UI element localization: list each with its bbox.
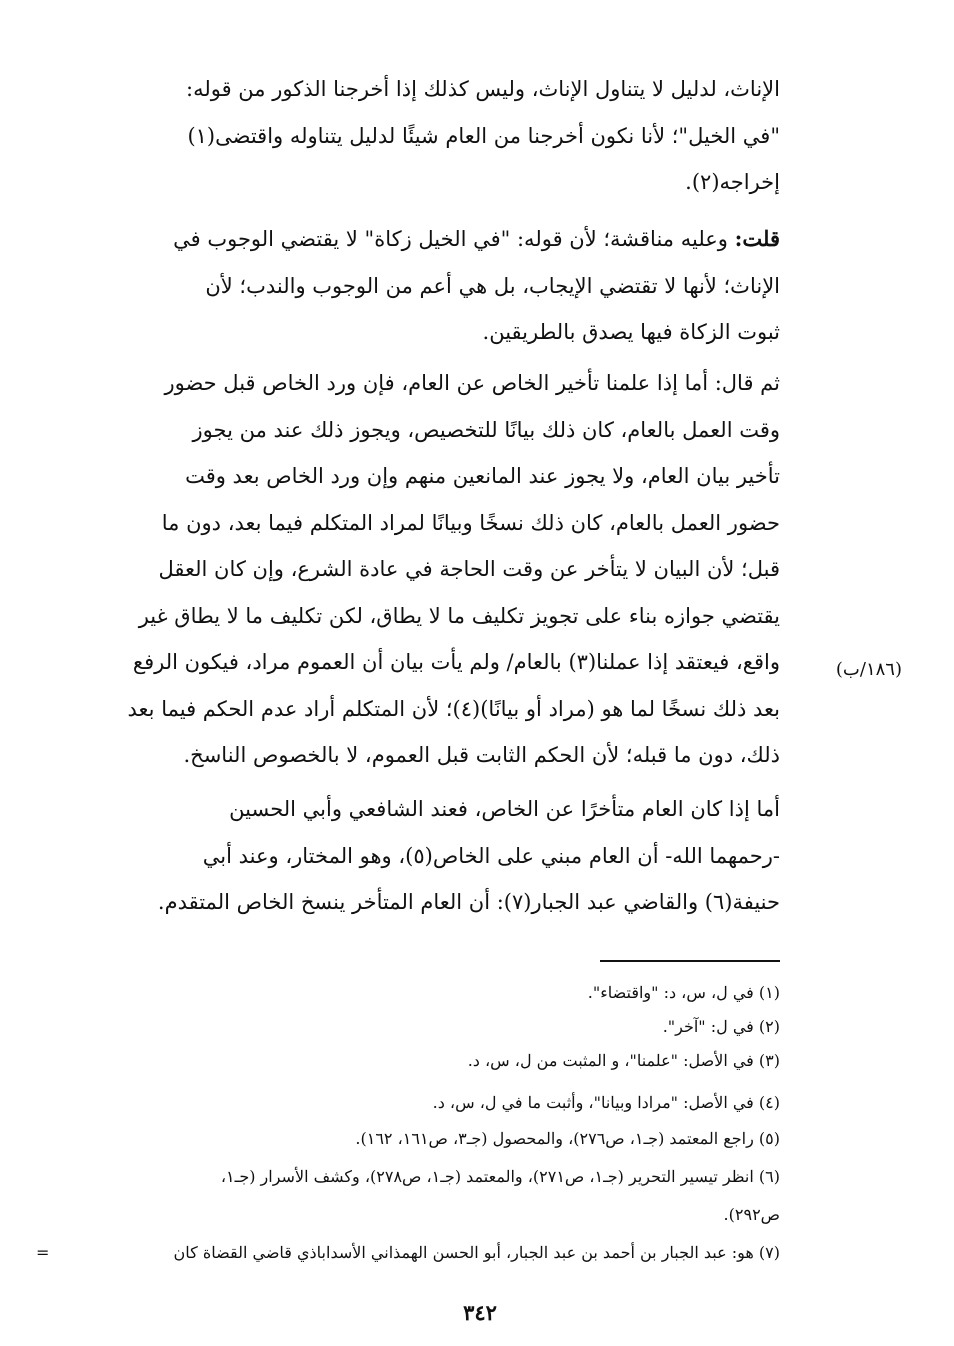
text-line: وقت العمل بالعام، كان ذلك بيانًا للتخصيص، ويجوز ذلك عند من يجوز [192,417,780,442]
folio-margin-note: (١٨٦/ب) [835,659,902,680]
text-line: ذلك، دون ما قبله؛ لأن الحكم الثابت قبل العموم، لا بالخصوص الناسخ. [183,743,780,767]
text-line: واقع، فيعتقد إذا عملنا(٣) بالعام/ ولم يأت بيان أن العموم مراد، فيكون الرفع [132,650,780,674]
text-line: ثم قال: أما إذا علمنا تأخير الخاص عن العام، فإن ورد الخاص قبل حضور [164,371,780,395]
text-line: بعد ذلك نسخًا لما هو (مراد أو بيانًا)(٤)؛ لأن المتكلم أراد عدم الحكم فيما بعد [127,696,780,721]
page-number: ٣٤٢ [463,1300,497,1325]
paragraph-1 [70,66,780,206]
paragraph-lead: قلت: [734,226,780,251]
text-line: أما إذا كان العام متأخرًا عن الخاص، فعند الشافعي وأبي الحسين [229,797,780,821]
footnote-6-continued: ص٢٩٢). [723,1205,780,1224]
text-line-rest: وعليه مناقشة؛ لأن قوله: "في الخيل زكاة" لا يقتضي الوجوب في [173,227,735,251]
footnote-7: (٧) هو: عبد الجبار بن أحمد بن عبد الجبار، أبو الحسن الهمذاني الأسداباذي قاضي القضاة كان [173,1243,780,1262]
text-line: "في الخيل"؛ لأنا نكون أخرجنا من العام شيئًا لدليل يتناوله واقتضى(١) [187,123,780,148]
text-line: الإناث؛ لأنها لا تقتضي الإيجاب، بل هي أعم من الوجوب والندب؛ لأن [205,273,780,298]
footnote-6: (٦) انظر تيسير التحرير (جـ١، ص٢٧١)، والمعتمد (جـ١، ص٢٧٨)، وكشف الأسرار (جـ١، [220,1167,780,1186]
text-line [70,216,780,263]
footnote-2: (٢) في ل: "آخر". [662,1017,780,1036]
continuation-mark: = [36,1243,50,1262]
footnote-4: (٤) في الأصل: "مرادا وبيانا"، وأثبت ما في ل، س، د. [432,1093,780,1112]
paragraph-4 [70,786,780,926]
paragraph-3 [70,360,780,779]
text-line: الإناث، لدليل لا يتناول الإناث، وليس كذلك إذا أخرجنا الذكور من قوله: [186,77,780,101]
footnote-1: (١) في ل، س، د: "واقتضاء". [587,983,780,1002]
footnote-separator [600,960,780,962]
footnote-3: (٣) في الأصل: "علمنا"، و المثبت من ل، س، د. [467,1051,780,1070]
text-line: يقتضي جوازه بناء على تجويز تكليف ما لا يطاق، لكن تكليف ما لا يطاق غير [138,603,780,628]
text-line: حضور العمل بالعام، كان ذلك نسخًا وبيانًا لمراد المتكلم فيما بعد، دون ما [161,510,780,535]
text-line: إخراجه(٢). [685,170,780,194]
text-line: قبل؛ لأن البيان لا يتأخر عن وقت الحاجة في عادة الشرع، وإن كان العقل [158,557,780,581]
paragraph-2 [70,216,780,356]
footnote-5: (٥) راجع المعتمد (جـ١، ص٢٧٦)، والمحصول (جـ٣، ص١٦١، ١٦٢). [355,1129,780,1148]
text-line: -رحمهما الله- أن العام مبني على الخاص(٥)، وهو المختار، وعند أبي [202,843,780,868]
text-line: ثبوت الزكاة فيها يصدق بالطريقين. [482,320,780,344]
text-line: حنيفة(٦) والقاضي عبد الجبار(٧): أن العام المتأخر ينسخ الخاص المتقدم. [157,890,780,914]
text-line: تأخير بيان العام، ولا يجوز عند المانعين منهم وإن ورد الخاص بعد وقت [185,464,780,488]
